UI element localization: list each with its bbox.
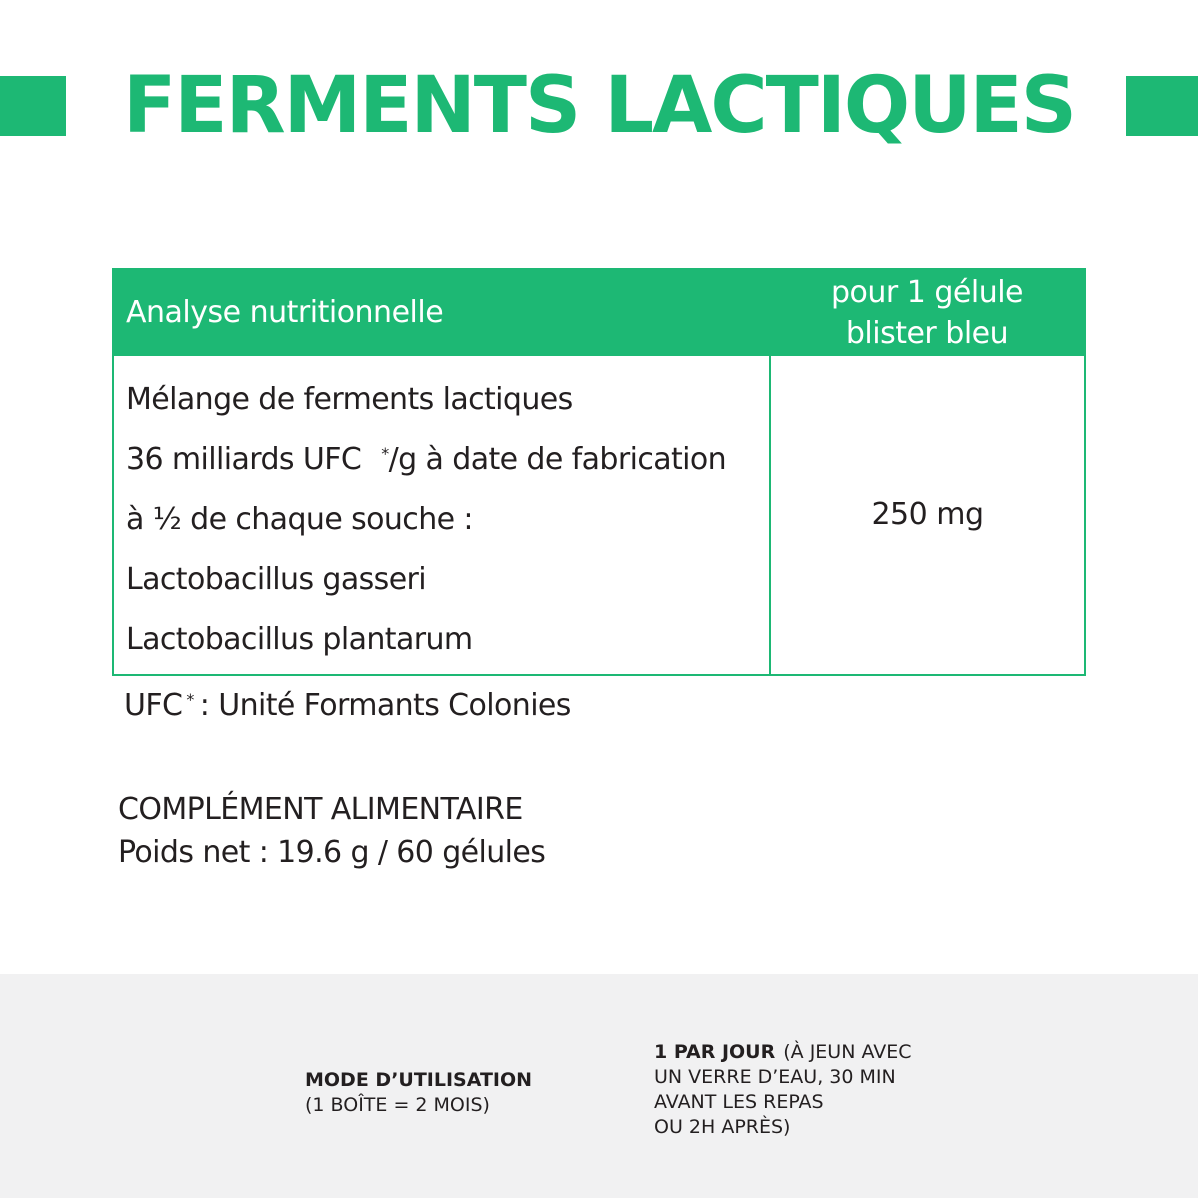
header-analysis-label: Analyse nutritionnelle — [126, 295, 444, 330]
header-serving-label — [770, 272, 1084, 354]
asterisk: * — [381, 444, 389, 463]
ufc-date: /g à date de fabrication — [388, 442, 727, 477]
ufc-count: 36 milliards UFC — [126, 442, 362, 477]
asterisk: * — [186, 690, 194, 709]
title-decoration-right — [1126, 76, 1198, 136]
ingredient-line: Mélange de ferments lactiques — [126, 382, 573, 417]
strain-gasseri: Lactobacillus gasseri — [126, 562, 427, 597]
footnote-abbr: UFC — [124, 688, 183, 723]
dose-frequency: 1 PAR JOUR — [654, 1041, 776, 1063]
usage-mode-label: MODE D’UTILISATION — [305, 1069, 533, 1091]
table-header — [114, 270, 1084, 356]
dose-instruction-4: OU 2H APRÈS) — [654, 1116, 791, 1138]
ingredient-description — [126, 370, 766, 670]
supplement-type: COMPLÉMENT ALIMENTAIRE — [118, 792, 523, 827]
dose-instruction-3: AVANT LES REPAS — [654, 1091, 824, 1113]
footnote-text: : Unité Formants Colonies — [199, 688, 571, 723]
dose-line1 — [654, 1040, 912, 1065]
page-title: FERMENTS LACTIQUES — [123, 61, 1075, 151]
nutrition-table — [112, 268, 1086, 676]
usage-dose — [654, 1040, 912, 1140]
title-bar — [0, 61, 1198, 151]
net-weight: Poids net : 19.6 g / 60 gélules — [118, 835, 546, 870]
strain-plantarum: Lactobacillus plantarum — [126, 622, 473, 657]
header-serving-line2: blister bleu — [845, 316, 1009, 351]
ingredient-line-ufc — [126, 430, 766, 490]
usage-panel — [0, 974, 1198, 1198]
ingredient-line: à ½ de chaque souche : — [126, 502, 473, 537]
usage-mode-duration: (1 BOÎTE = 2 MOIS) — [305, 1094, 490, 1116]
dose-value: 250 mg — [871, 497, 984, 532]
usage-mode — [305, 1068, 532, 1118]
footnote — [124, 684, 571, 728]
dose-instruction-2: UN VERRE D’EAU, 30 MIN — [654, 1066, 896, 1088]
header-serving-line1: pour 1 gélule — [830, 275, 1024, 310]
dose-instruction-1: (À JEUN AVEC — [783, 1041, 912, 1063]
supplement-info — [118, 788, 545, 874]
table-body — [114, 356, 1084, 674]
